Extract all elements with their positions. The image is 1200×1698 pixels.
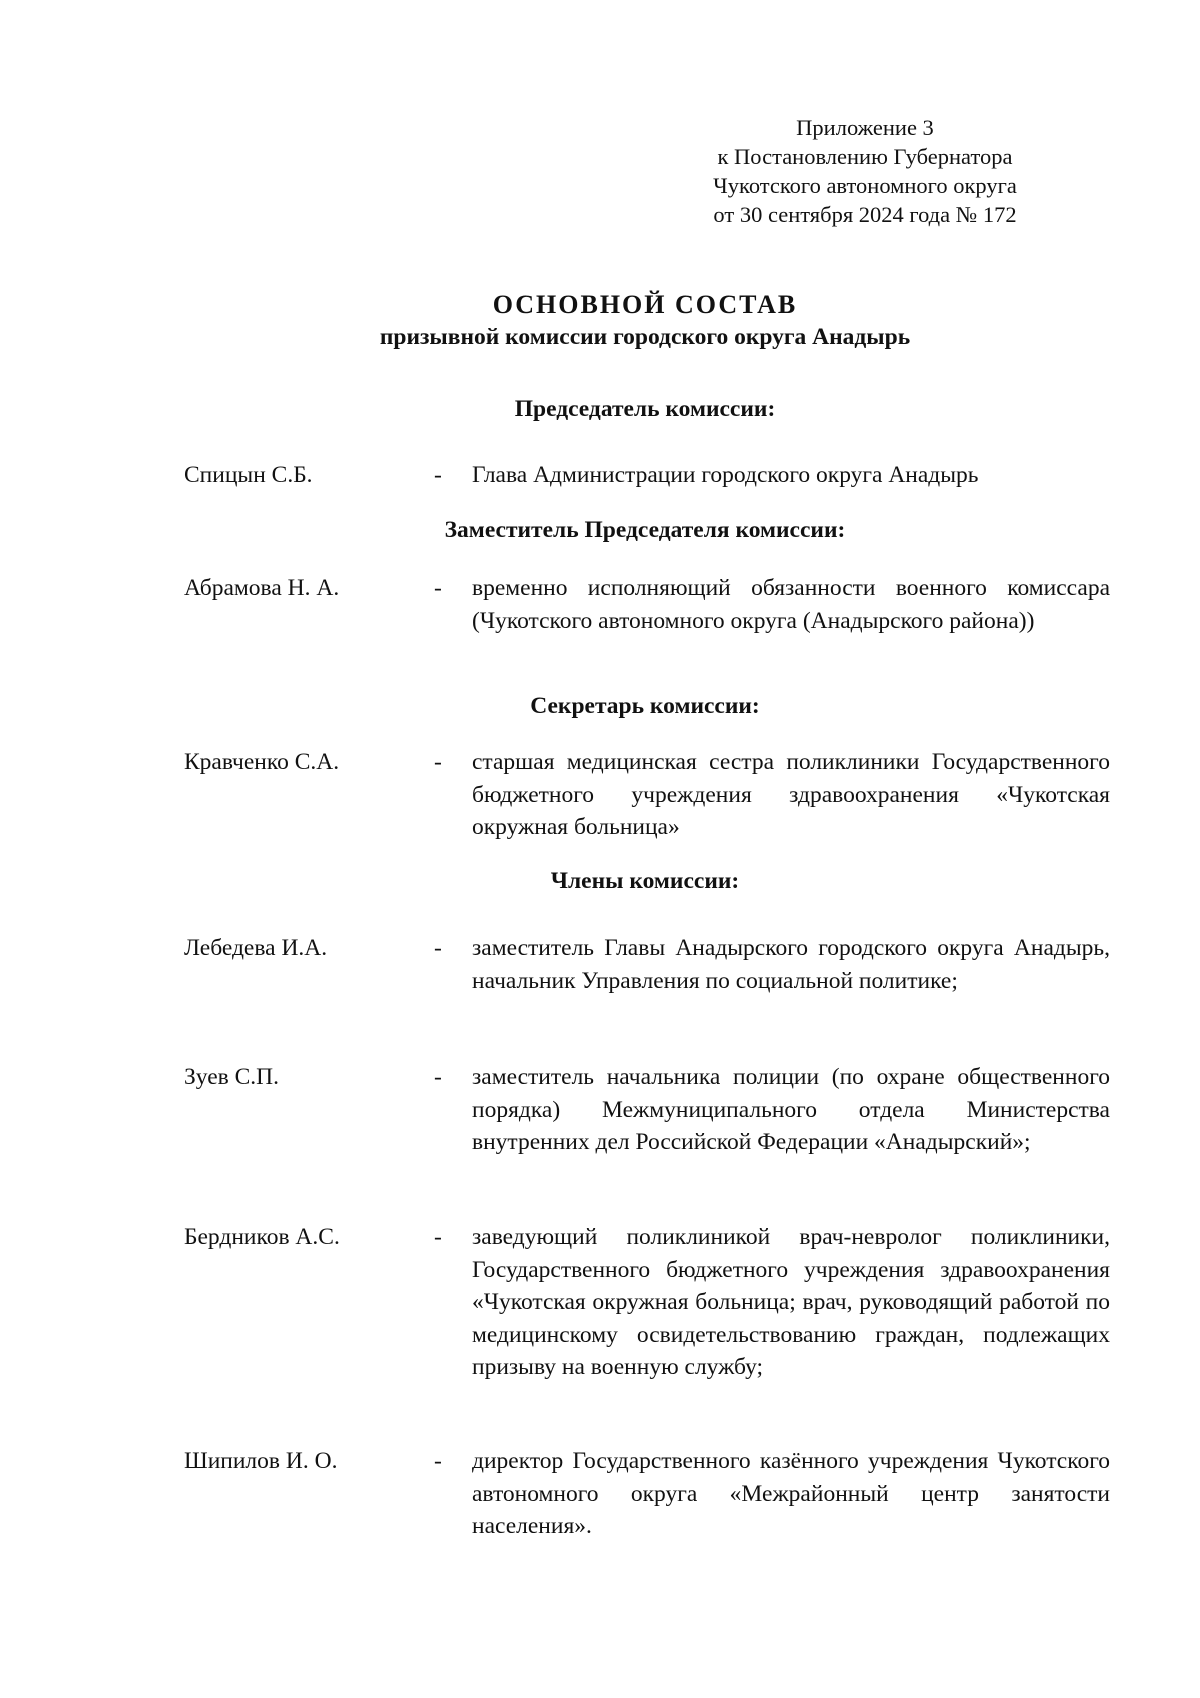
member-entry — [184, 1221, 1110, 1384]
member-position: Глава Администрации городского округа Анадырь — [472, 462, 979, 488]
section-heading-deputy-chairman: Заместитель Председателя комиссии: — [444, 517, 846, 543]
member-dash: - — [434, 749, 442, 775]
member-name: Лебедева И.А. — [184, 935, 328, 961]
section-heading-secretary: Секретарь комиссии: — [530, 693, 760, 719]
appendix-line-2: к Постановлению Губернатора — [717, 144, 1013, 169]
member-entry — [184, 572, 1110, 637]
member-name: Зуев С.П. — [184, 1064, 280, 1090]
member-dash: - — [434, 575, 442, 601]
appendix-line-3: Чукотского автономного округа — [713, 173, 1017, 198]
section-heading-chairman: Председатель комиссии: — [514, 396, 776, 422]
member-name: Кравченко С.А. — [184, 749, 340, 775]
member-name: Бердников А.С. — [184, 1224, 340, 1250]
document-title: ОСНОВНОЙ СОСТАВ — [492, 290, 798, 319]
document-subtitle: призывной комиссии городского округа Анадырь — [379, 324, 911, 350]
member-entry — [184, 932, 1110, 997]
member-dash: - — [434, 1224, 442, 1250]
member-position: заместитель Главы Анадырского городского округа Анадырь, начальник Управления по социальной политике; — [472, 935, 1110, 994]
member-entry — [184, 1061, 1110, 1159]
appendix-line-1: Приложение 3 — [796, 115, 934, 140]
member-entry — [184, 1445, 1110, 1543]
member-dash: - — [434, 935, 442, 961]
member-position: заместитель начальника полиции (по охране общественного порядка) Межмуниципального отдела Министерства внутренних дел Российской Федерации «Анадырский»; — [472, 1064, 1110, 1155]
member-name: Шипилов И. О. — [184, 1448, 338, 1474]
document-title-block — [0, 288, 1200, 352]
appendix-line-4: от 30 сентября 2024 года № 172 — [713, 202, 1017, 227]
member-position: заведующий поликлиникой врач-невролог поликлиники, Государственного бюджетного учреждения здравоохранения «Чукотская окружная больница; врач, руководящий работой по медицинскому освидетельствованию граждан, подлежащих призыву на военную службу; — [472, 1224, 1110, 1380]
member-position: директор Государственного казённого учреждения Чукотского автономного округа «Межрайонный центр занятости населения». — [472, 1448, 1110, 1539]
member-position: временно исполняющий обязанности военного комиссара (Чукотского автономного округа (Анадырского района)) — [472, 575, 1110, 634]
member-dash: - — [434, 1064, 442, 1090]
member-position: старшая медицинская сестра поликлиники Государственного бюджетного учреждения здравоохранения «Чукотская окружная больница» — [472, 749, 1110, 840]
member-dash: - — [434, 462, 442, 488]
member-name: Спицын С.Б. — [184, 462, 313, 488]
appendix-note — [620, 113, 1110, 229]
section-heading-members: Члены комиссии: — [550, 868, 740, 894]
member-name: Абрамова Н. А. — [184, 575, 340, 601]
member-entry — [184, 746, 1110, 844]
member-dash: - — [434, 1448, 442, 1474]
member-entry — [184, 459, 1110, 492]
